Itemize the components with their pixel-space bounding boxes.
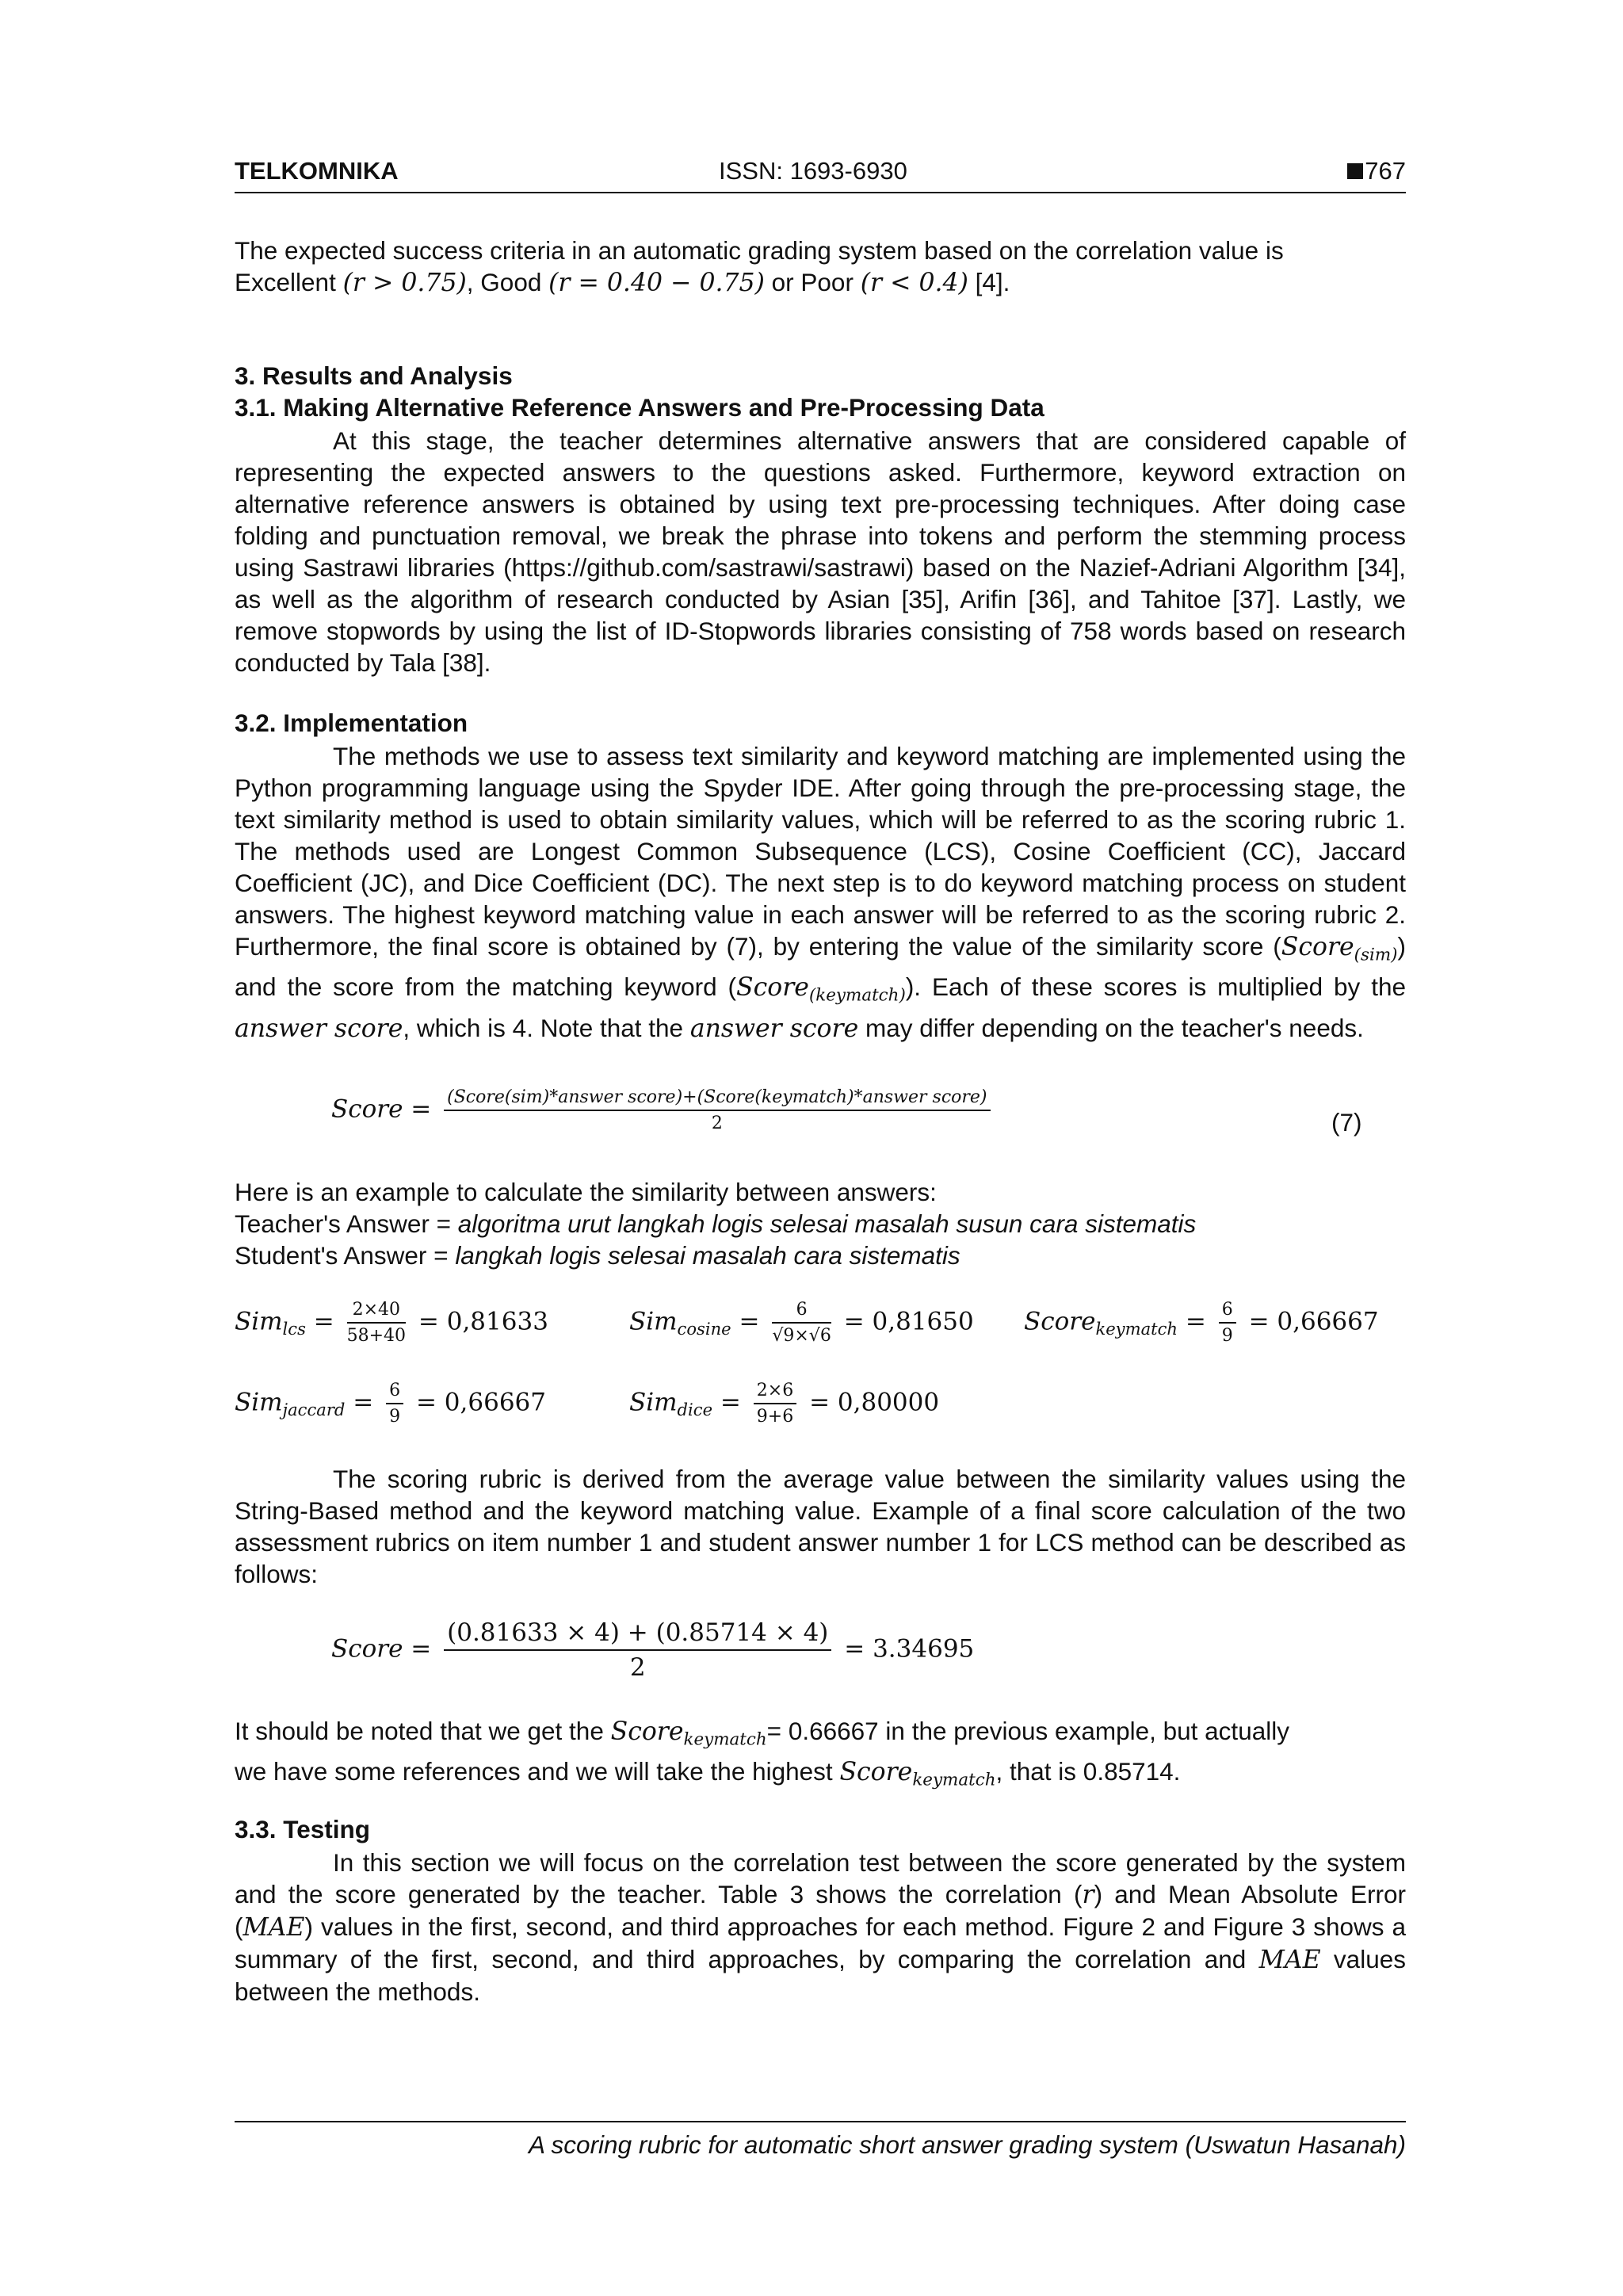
equation-7-fraction: $\frac{\text{(Score(sim)*answer score)+(Score(keymatch)*answer score)}}{2}$ (444, 1087, 990, 1133)
final-score-fraction: $\frac{(0.81633 \times 4) + (0.85714 \times 4)}{2}$ (444, 1618, 831, 1682)
score-keymatch-equation: Score$_{keymatch}$ = $\frac{6}{9}$ = 0,66667 (1024, 1300, 1379, 1346)
sim-dice-equation: Sim$_{dice}$ = $\frac{2\times 6}{9+6}$ = 0,80000 (629, 1381, 940, 1427)
note-paragraph: It should be noted that we get the Score$_{keymatch}$= 0.66667 in the previous example, but actually we have some references and we will take the highest Score$_{keymatch}$, that is 0.85714. (235, 1717, 1289, 1790)
paragraph: The scoring rubric is derived from the average value between the similarity values using the String-Based method and the keyword matching value. Example of a final score calculation of the two assessment rubrics on item number 1 and student answer number 1 for LCS method can be described as follows: (235, 1465, 1406, 1588)
subsection-heading: 3.2. Implementation (235, 709, 468, 737)
equation-number: (7) (1331, 1108, 1362, 1137)
sim-lcs-equation: Sim$_{lcs}$ = $\frac{2\times 40}{58+40}$ = 0,81633 (235, 1300, 548, 1346)
running-footer: A scoring rubric for automatic short answer grading system (Uswatun Hasanah) (528, 2130, 1406, 2159)
criteria-paragraph: The expected success criteria in an automatic grading system based on the correlation value is Excellent (r > 0.75), Good (r = 0.40 − 0.75) or Poor (r < 0.4) [4]. (235, 236, 1284, 297)
paragraph: The methods we use to assess text similarity and keyword matching are implemented using the Python programming language using the Spyder IDE. After going through the pre-processing stage, the text similarity method is used to obtain similarity values, which will be referred to as the scoring rubric 1. The methods used are Longest Common Subsequence (LCS), Cosine Coefficient (CC), Jaccard Coefficient (JC), and Dice Coefficient (DC). The next step is to do keyword matching process on student answers. The highest keyword matching value in each answer will be referred to as the scoring rubric 2. Furthermore, the final score is obtained by (7), by entering the value of the similarity score (Score$_{(sim)}$) and the score from the matching keyword (Score$_{(keymatch)}$). Each of these scores is multiplied by the answer score, which is 4. Note that the answer score may differ depending on the teacher's needs. (235, 742, 1406, 1043)
criteria-good-math: (r = 0.40 − 0.75) (548, 269, 765, 297)
journal-name: TELKOMNIKA (235, 157, 399, 185)
subsection-heading: 3.3. Testing (235, 1815, 370, 1843)
student-answer-line: Student's Answer = langkah logis selesai masalah cara sistematis (235, 1241, 960, 1270)
paragraph: At this stage, the teacher determines alternative answers that are considered capable of representing the expected answers to the questions asked. Furthermore, keyword extraction on alternative reference answers is obtained by using text pre-processing techniques. After doing case folding and punctuation removal, we break the phrase into tokens and perform the stemming process using Sastrawi libraries (https://github.com/sastrawi/sastrawi) based on the Nazief-Adriani Algorithm [34], as well as the algorithm of research conducted by Asian [35], Arifin [36], and Tahitoe [37]. Lastly, we remove stopwords by using the list of ID-Stopwords libraries consisting of 758 words based on research conducted by Tala [38]. (235, 426, 1406, 677)
criteria-poor-math: (r < 0.4) (860, 269, 968, 297)
final-score-equation: Score = $\frac{(0.81633 \times 4) + (0.85714 \times 4)}{2}$ = 3.34695 (331, 1618, 975, 1682)
page-number: 767 (1365, 157, 1406, 185)
teacher-answer-line: Teacher's Answer = algoritma urut langkah logis selesai masalah susun cara sistematis (235, 1209, 1197, 1238)
running-header (235, 155, 1406, 193)
sim-cosine-equation: Sim$_{cosine}$ = $\frac{6}{√9\times√6}$ = 0,81650 (629, 1300, 974, 1346)
sim-jaccard-equation: Sim$_{jaccard}$ = $\frac{6}{9}$ = 0,66667 (235, 1381, 546, 1427)
section-heading: 3. Results and Analysis (235, 361, 513, 390)
issn: ISSN: 1693-6930 (719, 157, 907, 185)
footer-rule (235, 2121, 1406, 2122)
subsection-heading: 3.1. Making Alternative Reference Answers and Pre-Processing Data (235, 393, 1044, 422)
square-bullet-icon (1347, 163, 1363, 179)
equation-7: Score = $\frac{\text{(Score(sim)*answer score)+(Score(keymatch)*answer score)}}{2}$ (331, 1087, 995, 1133)
criteria-excellent-math: (r > 0.75) (342, 269, 467, 297)
example-intro: Here is an example to calculate the similarity between answers: (235, 1178, 937, 1206)
paragraph: In this section we will focus on the correlation test between the score generated by the system and the score generated by the teacher. Table 3 shows the correlation (r) and Mean Absolute Error (MAE) values in the first, second, and third approaches for each method. Figure 2 and Figure 3 shows a summary of the first, second, and third approaches, by comparing the correlation and MAE values between the methods. (235, 1848, 1406, 2006)
